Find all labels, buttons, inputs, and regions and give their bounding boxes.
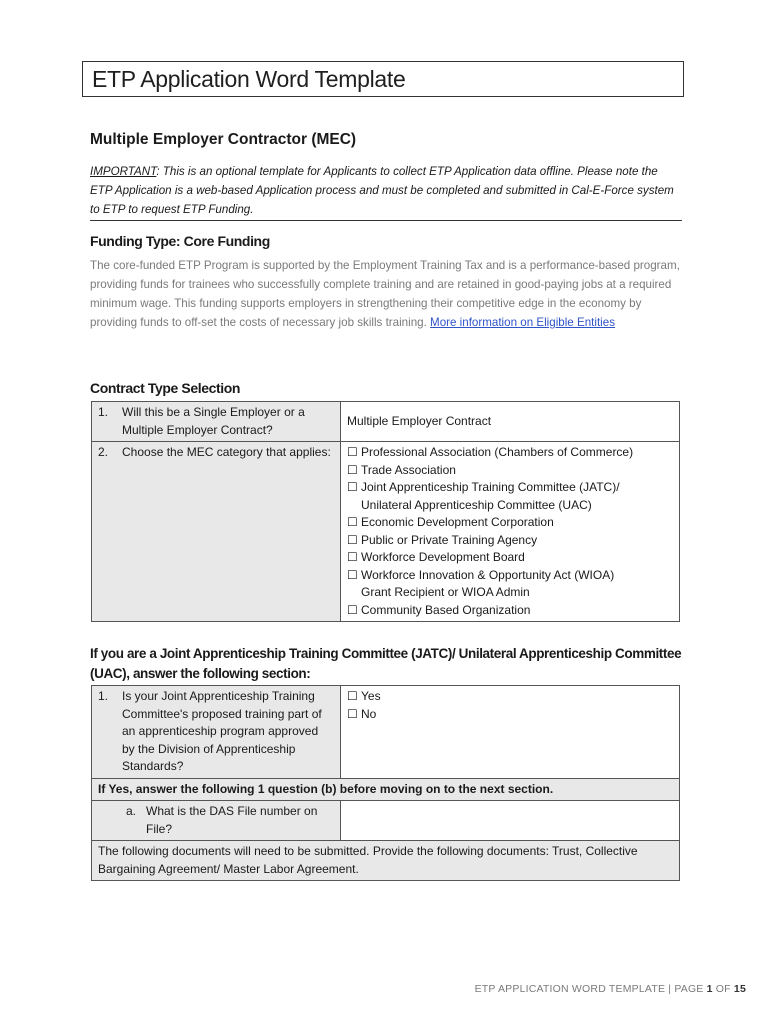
question-cell [92,801,341,841]
option-label-continued: Grant Recipient or WIOA Admin [361,585,530,599]
funding-description [90,256,685,332]
option-training-agency[interactable] [347,532,673,550]
option-label: Public or Private Training Agency [361,532,538,547]
option-label-continued: Unilateral Apprenticeship Committee (UAC) [361,497,592,512]
important-label: IMPORTANT [90,165,157,178]
question-text: Is your Joint Apprenticeship Training Committee's proposed training part of an apprenticeship program approved by the Division of Apprenticeship Standards? [122,689,322,773]
question-number: 1. [98,689,109,703]
question-number: a. [126,804,137,818]
document-subtitle: Multiple Employer Contractor (MEC) [90,131,357,148]
checkbox-icon[interactable]: ☐ [347,445,358,459]
option-community-organization[interactable] [347,602,673,620]
important-text: : This is an optional template for Applicants to collect ETP Application data offline. Please note the ETP Application is a web-based Application process and must be completed and submitted in Cal-E-Force system to ETP to request ETP Funding. [90,165,674,216]
option-label: Workforce Innovation & Opportunity Act (WIOA) [361,567,615,582]
contract-type-table [91,401,680,622]
checkbox-icon[interactable]: ☐ [347,602,358,617]
option-wioa[interactable] [347,567,673,585]
instruction-cell: If Yes, answer the following 1 question (b) before moving on to the next section. [92,778,680,801]
question-text: Choose the MEC category that applies: [122,445,331,459]
question-number: 1. [98,405,109,419]
funding-text: The core-funded ETP Program is supported by the Employment Training Tax and is a performance-based program, providing funds for trainees who successfully complete training and are retained in good-paying jobs at a required minimum wage. This funding supports employers in strengthening their competitive edge in the economy by providing funds to off-set the costs of necessary job skills training. [90,259,680,329]
question-number: 2. [98,445,109,459]
option-label: Workforce Development Board [361,550,525,564]
option-professional-association[interactable] [347,444,673,462]
option-label: Trade Association [361,462,456,477]
question-cell [92,402,341,442]
checkbox-icon[interactable]: ☐ [347,550,358,564]
option-label: Joint Apprenticeship Training Committee (JATC)/ [361,480,620,494]
table-row [92,841,680,881]
option-trade-association[interactable] [347,462,673,480]
option-jatc[interactable] [347,479,673,497]
documents-cell: The following documents will need to be submitted. Provide the following documents: Trust, Collective Bargaining Agreement/ Master Labor Agreement. [92,841,680,881]
answer-cell[interactable] [341,402,680,442]
checkbox-icon[interactable]: ☐ [347,515,358,529]
contract-type-heading: Contract Type Selection [90,380,241,396]
option-label: Community Based Organization [361,602,531,617]
table-row [92,778,680,801]
option-label: Yes [361,689,381,703]
page-footer [475,983,746,995]
option-economic-development[interactable] [347,514,673,532]
table-row [92,402,680,442]
eligible-entities-link[interactable]: More information on Eligible Entities [430,316,615,329]
table-row [92,442,680,622]
divider [90,220,682,221]
option-label: Economic Development Corporation [361,515,554,529]
footer-text: ETP APPLICATION WORD TEMPLATE | PAGE [474,983,707,995]
checkbox-icon[interactable]: ☐ [347,462,358,477]
checkbox-icon[interactable]: ☐ [347,706,358,721]
question-text: Will this be a Single Employer or a Multiple Employer Contract? [122,405,305,437]
option-workforce-board[interactable] [347,549,673,567]
document-title: ETP Application Word Template [92,66,406,92]
page-number: 1 [706,983,713,995]
jatc-heading: If you are a Joint Apprenticeship Training Committee (JATC)/ Unilateral Apprenticeship Committee (UAC), answer the following section: [90,646,682,681]
table-row [92,801,680,841]
table-row [92,686,680,779]
checkbox-icon[interactable]: ☐ [347,480,358,494]
checkbox-icon[interactable]: ☐ [347,532,358,547]
question-cell [92,686,341,779]
question-cell [92,442,341,622]
option-no[interactable] [347,706,673,724]
option-label: Professional Association (Chambers of Commerce) [361,445,634,459]
checkbox-icon[interactable]: ☐ [347,567,358,582]
page-total: 15 [733,983,746,995]
checkbox-icon[interactable]: ☐ [347,689,358,703]
das-file-number-input[interactable] [341,801,680,841]
option-label: No [361,706,377,721]
important-notice [90,162,682,219]
title-box [82,61,684,97]
options-cell [341,686,680,779]
question-text: What is the DAS File number on File? [146,804,318,836]
jatc-table [91,685,680,881]
options-cell [341,442,680,622]
option-yes[interactable] [347,688,673,706]
footer-of: OF [712,983,734,995]
contract-answer: Multiple Employer Contract [347,413,492,428]
funding-heading: Funding Type: Core Funding [90,233,270,249]
